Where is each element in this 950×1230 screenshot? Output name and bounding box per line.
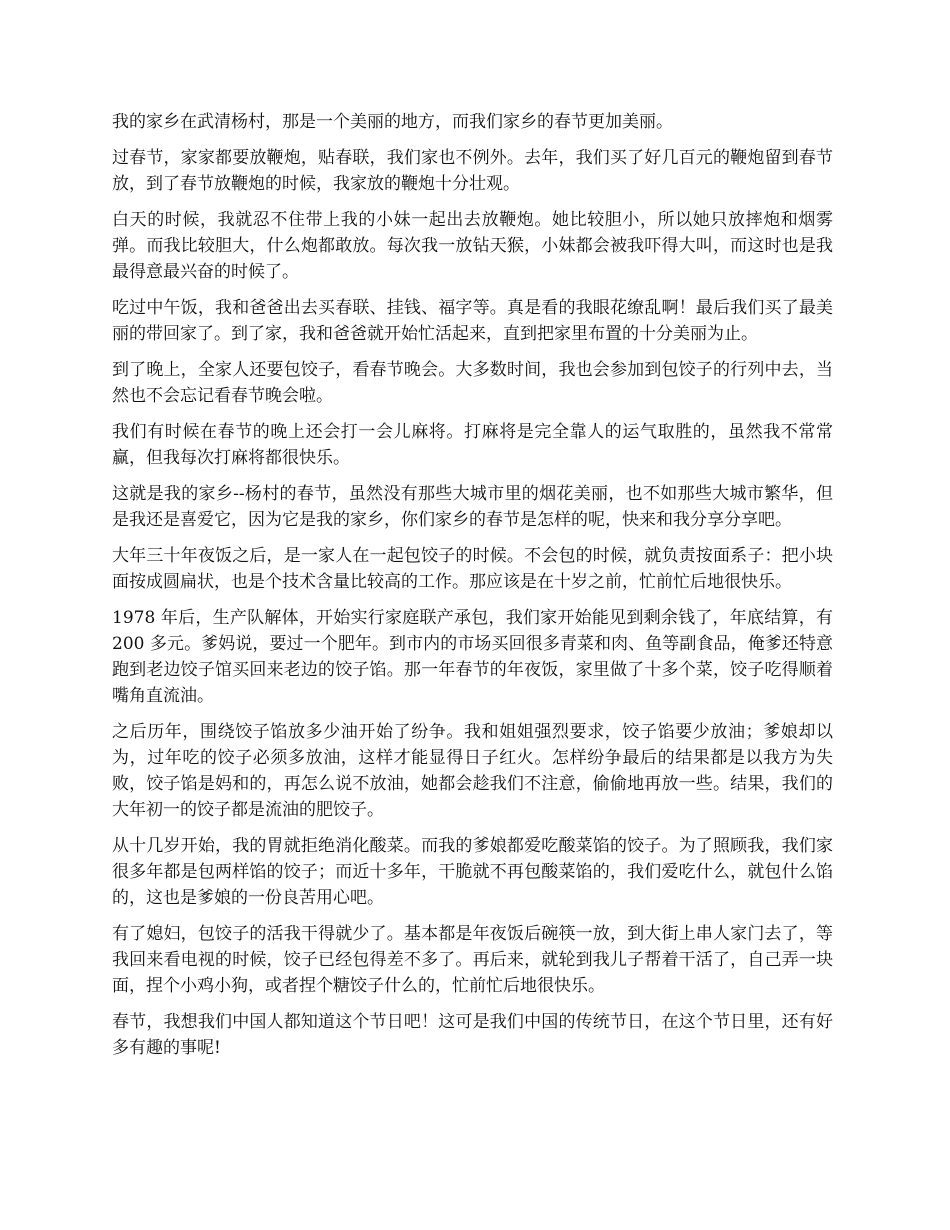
paragraph: 我的家乡在武清杨村，那是一个美丽的地方，而我们家乡的春节更加美丽。 — [112, 112, 673, 132]
paragraph: 大年三十年夜饭之后，是一家人在一起包饺子的时候。不会包的时候，就负责按面系子：把小块面按成圆扁状，也是个技术含量比较高的工作。那应该是在十岁之前，忙前忙后地很快乐。 — [112, 546, 833, 592]
paragraph: 我们有时候在春节的晚上还会打一会儿麻将。打麻将是完全靠人的运气取胜的，虽然我不常常赢，但我每次打麻将都很快乐。 — [112, 422, 833, 468]
paragraph: 有了媳妇，包饺子的活我干得就少了。基本都是年夜饭后碗筷一放，到大街上串人家门去了，等我回来看电视的时候，饺子已经包得差不多了。再后来，就轮到我儿子帮着干活了，自己弄一块面，捏个小鸡小狗，或者捏个糖饺子什么的，忙前忙后地很快乐。 — [112, 924, 833, 996]
paragraph: 从十几岁开始，我的胃就拒绝消化酸菜。而我的爹娘都爱吃酸菜馅的饺子。为了照顾我，我们家很多年都是包两样馅的饺子；而近十多年，干脆就不再包酸菜馅的，我们爱吃什么，就包什么馅的，这也是爹娘的一份良苦用心吧。 — [112, 836, 833, 908]
document-body — [112, 109, 833, 1061]
paragraph: 过春节，家家都要放鞭炮，贴春联，我们家也不例外。去年，我们买了好几百元的鞭炮留到春节放，到了春节放鞭炮的时候，我家放的鞭炮十分壮观。 — [112, 148, 833, 194]
paragraph: 春节，我想我们中国人都知道这个节日吧！这可是我们中国的传统节日，在这个节日里，还有好多有趣的事呢! — [112, 1012, 833, 1058]
paragraph: 吃过中午饭，我和爸爸出去买春联、挂钱、福字等。真是看的我眼花缭乱啊！最后我们买了最美丽的带回家了。到了家，我和爸爸就开始忙活起来，直到把家里布置的十分美丽为止。 — [112, 298, 833, 344]
paragraph: 这就是我的家乡--杨村的春节，虽然没有那些大城市里的烟花美丽，也不如那些大城市繁华，但是我还是喜爱它，因为它是我的家乡，你们家乡的春节是怎样的呢，快来和我分享分享吧。 — [112, 484, 833, 530]
paragraph: 到了晚上，全家人还要包饺子，看春节晚会。大多数时间，我也会参加到包饺子的行列中去，当然也不会忘记看春节晚会啦。 — [112, 360, 833, 406]
paragraph: 1978 年后，生产队解体，开始实行家庭联产承包，我们家开始能见到剩余钱了，年底结算，有 200 多元。爹妈说，要过一个肥年。到市内的市场买回很多青菜和肉、鱼等副食品，俺爹还特意跑到老边饺子馆买回来老边的饺子馅。那一年春节的年夜饭，家里做了十多个菜，饺子吃得顺着嘴角直流油。 — [112, 608, 833, 706]
paragraph: 之后历年，围绕饺子馅放多少油开始了纷争。我和姐姐强烈要求，饺子馅要少放油；爹娘却以为，过年吃的饺子必须多放油，这样才能显得日子红火。怎样纷争最后的结果都是以我方为失败，饺子馅是妈和的，再怎么说不放油，她都会趁我们不注意，偷偷地再放一些。结果，我们的大年初一的饺子都是流油的肥饺子。 — [112, 722, 833, 820]
paragraph: 白天的时候，我就忍不住带上我的小妹一起出去放鞭炮。她比较胆小，所以她只放摔炮和烟雾弹。而我比较胆大，什么炮都敢放。每次我一放钻天猴，小妹都会被我吓得大叫，而这时也是我最得意最兴奋的时候了。 — [112, 210, 833, 282]
